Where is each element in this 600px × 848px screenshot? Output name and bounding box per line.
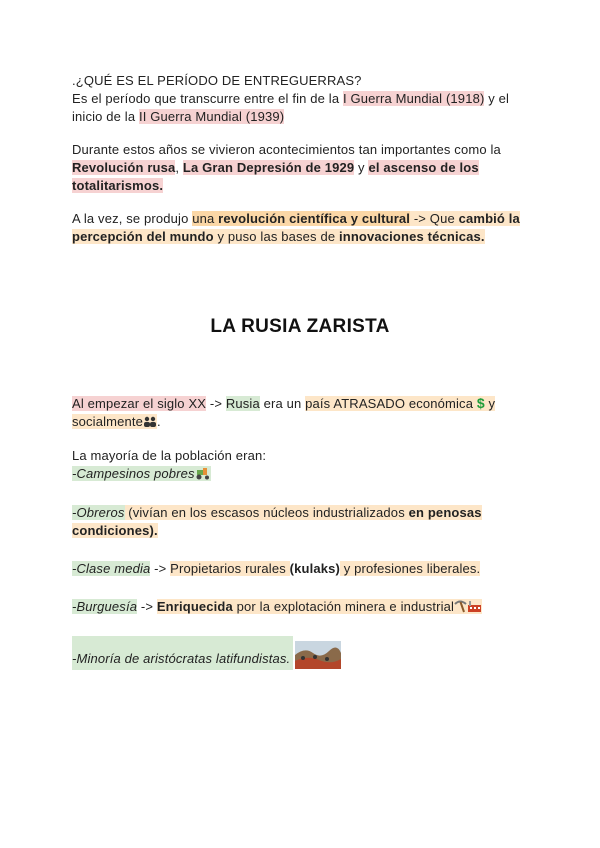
list-item-clase-media bbox=[72, 560, 528, 578]
intro-text-2: y el inicio de la bbox=[72, 91, 510, 124]
arrow: -> bbox=[206, 396, 226, 411]
dollar-icon: $ bbox=[476, 395, 485, 411]
science-paragraph bbox=[72, 210, 528, 246]
landscape-photo bbox=[295, 641, 341, 669]
pais-text: país ATRASADO económica bbox=[305, 396, 474, 411]
rusia-paragraph bbox=[72, 394, 528, 433]
minoria-text: -Minoría de aristócratas latifundistas. bbox=[72, 651, 291, 666]
gran-depresion: La Gran Depresión de 1929 bbox=[182, 160, 355, 175]
sep: , bbox=[175, 160, 183, 175]
tractor-icon bbox=[195, 467, 211, 485]
campesinos-text: -Campesinos pobres bbox=[72, 466, 195, 481]
obreros-desc: (vivían en los escasos núcleos industrializados bbox=[124, 505, 409, 520]
intro-text: Es el período que transcurre entre el fin de la bbox=[72, 91, 343, 106]
campesinos-label bbox=[72, 466, 211, 481]
explotacion: por la explotación minera e industrial bbox=[232, 599, 455, 614]
ww1-highlight: I Guerra Mundial (1918) bbox=[342, 91, 485, 106]
enriquecida: Enriquecida bbox=[156, 599, 233, 614]
intro-paragraph bbox=[72, 72, 528, 126]
obreros-label: -Obreros bbox=[72, 505, 125, 520]
penosas-condiciones: en penosas condiciones). bbox=[72, 505, 482, 538]
totalitarismos: el ascenso de los totalitarismos. bbox=[72, 160, 479, 193]
people-icon bbox=[143, 415, 157, 433]
siglo-xx: Al empezar el siglo XX bbox=[72, 396, 207, 411]
propietarios: Propietarios rurales bbox=[170, 561, 290, 576]
ww2-highlight: II Guerra Mundial (1939) bbox=[139, 109, 285, 124]
socialmente: y socialmente bbox=[72, 396, 496, 429]
cambio-percepcion: cambió la percepción del mundo bbox=[72, 211, 520, 244]
arrow-que: -> Que bbox=[410, 211, 459, 226]
list-item-burguesia bbox=[72, 598, 528, 618]
era: era un bbox=[259, 396, 306, 411]
burguesia-label: -Burguesía bbox=[72, 599, 138, 614]
profesiones: y profesiones liberales. bbox=[339, 561, 481, 576]
kulaks: (kulaks) bbox=[289, 561, 340, 576]
dot: . bbox=[157, 414, 161, 429]
rusia-word: Rusia bbox=[225, 396, 260, 411]
intro-heading: .¿QUÉ ES EL PERÍODO DE ENTREGUERRAS? bbox=[72, 73, 362, 88]
section-title: LA RUSIA ZARISTA bbox=[210, 316, 390, 337]
list-item-minoria bbox=[72, 636, 528, 670]
arrow: -> bbox=[150, 561, 171, 576]
events-paragraph bbox=[72, 141, 528, 195]
list-item-obreros bbox=[72, 504, 528, 540]
events-text: Durante estos años se vivieron acontecimientos tan importantes como la bbox=[72, 142, 501, 157]
minoria-box bbox=[72, 636, 293, 670]
mid-text: y puso las bases de bbox=[213, 229, 339, 244]
pickaxe-icon bbox=[454, 600, 467, 618]
innovaciones: innovaciones técnicas. bbox=[338, 229, 485, 244]
revolucion-cientifica: revolución científica y cultural bbox=[218, 211, 411, 226]
factory-icon bbox=[467, 600, 482, 618]
burguesia-desc bbox=[157, 599, 482, 614]
science-text: A la vez, se produjo bbox=[72, 211, 193, 226]
arrow: -> bbox=[137, 599, 157, 614]
revolucion-rusa: Revolución rusa bbox=[72, 160, 176, 175]
sep: y bbox=[354, 160, 369, 175]
mayoria-text: La mayoría de la población eran: bbox=[72, 448, 267, 463]
list-item-campesinos bbox=[72, 465, 528, 485]
clase-media-label: -Clase media bbox=[72, 561, 151, 576]
una: una bbox=[192, 211, 219, 226]
